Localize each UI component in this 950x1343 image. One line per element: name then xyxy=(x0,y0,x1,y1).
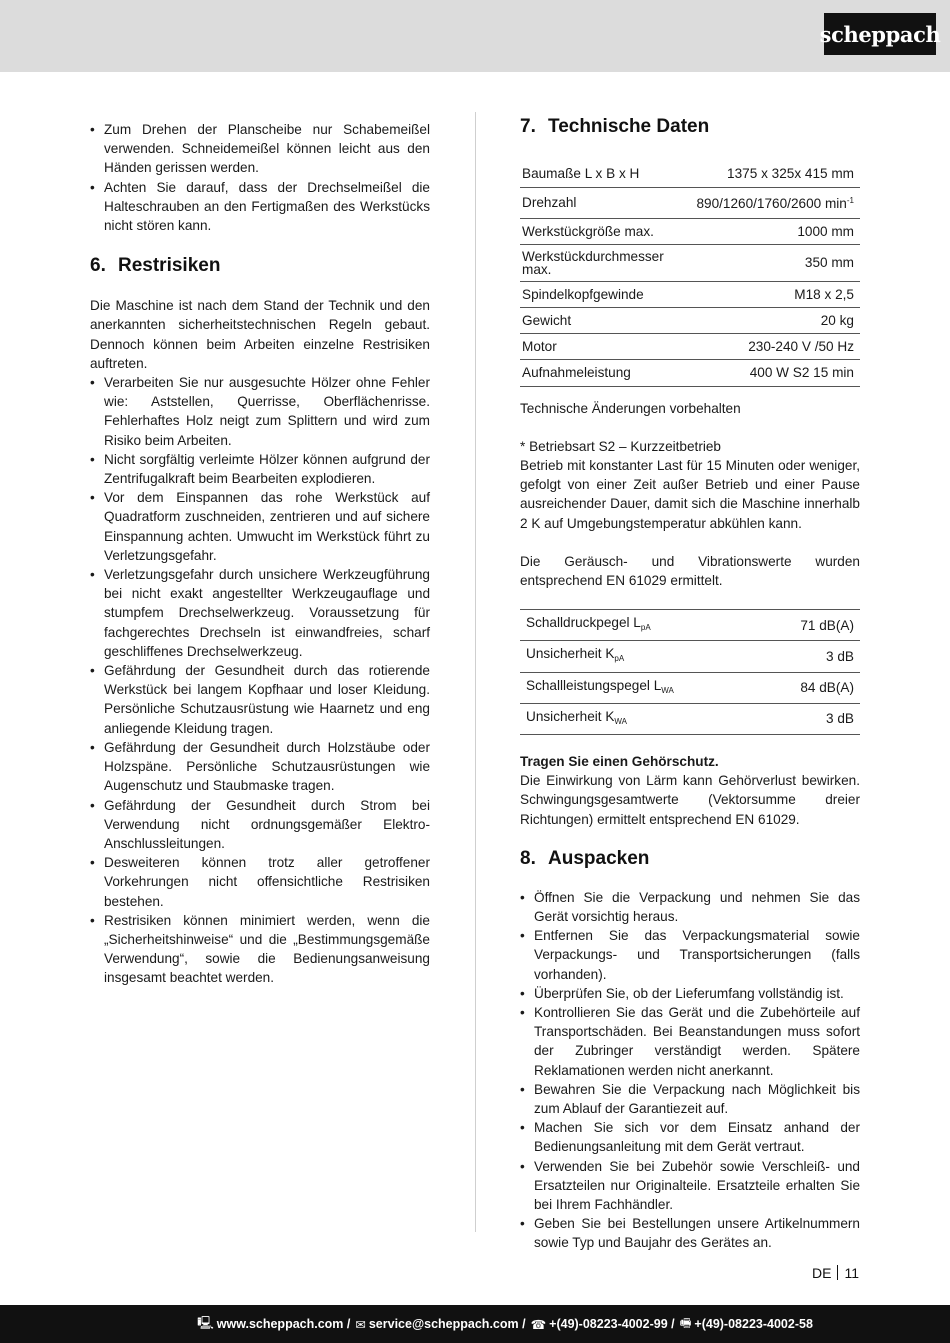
fax-icon: 🖷︎ xyxy=(679,1315,692,1330)
list-item: • Gefährdung der Gesundheit durch das rotierende Werkstück bei langem Kopfhaar und loser Kleidung. Persönliche Schutzausrüstung wie Haarnetz und eng anliegende Kleidung tragen. xyxy=(90,661,430,738)
list-item: • Geben Sie bei Bestellungen unsere Artikelnummern sowie Typ und Baujahr des Gerätes an. xyxy=(520,1214,860,1252)
noise-value: 3 dB xyxy=(761,641,860,672)
noise-label-sub: WA xyxy=(614,716,627,726)
section-title: Auspacken xyxy=(548,847,650,869)
footer-website[interactable]: www.scheppach.com / xyxy=(216,1317,351,1331)
s2-text: Betrieb mit konstanter Last für 15 Minuten oder weniger, gefolgt von einer Zeit außer Betrieb und einer Pause ausreichender Dauer, damit sich die Maschine innerhalb 2 K auf Umgebungstemperatur abkühlen kann. xyxy=(520,457,860,531)
table-row xyxy=(520,161,860,187)
changes-note: Technische Änderungen vorbehalten xyxy=(520,400,741,416)
section-number: 7. xyxy=(520,116,536,137)
spec-value: 350 mm xyxy=(690,244,860,281)
spec-table xyxy=(520,161,860,387)
section-number: 8. xyxy=(520,847,536,869)
brand-logo: scheppach xyxy=(824,13,936,55)
section-title: Technische Daten xyxy=(548,116,710,137)
computer-icon: 🖳︎ xyxy=(197,1315,214,1330)
spec-value: M18 x 2,5 xyxy=(690,281,860,307)
s2-title: * Betriebsart S2 – Kurzzeitbetrieb xyxy=(520,438,721,454)
phone-icon: ☎︎ xyxy=(530,1317,547,1332)
hearing-protection-text: Die Einwirkung von Lärm kann Gehörverlust bewirken. Schwingungsgesamtwerte (Vektorsumme dreier Richtungen) ermittelt entsprechend EN 61029. xyxy=(520,773,860,827)
page-number-value: 11 xyxy=(844,1265,859,1281)
spec-value: 1375 x 325x 415 mm xyxy=(690,161,860,187)
spec-value: 230-240 V /50 Hz xyxy=(690,334,860,360)
noise-label-text: Unsicherheit K xyxy=(526,646,615,662)
spec-label: Baumaße L x B x H xyxy=(520,161,690,187)
list-item: • Verletzungsgefahr durch unsichere Werkzeugführung bei nicht exakt angestellter Werkzeugauflage und stumpfem Drechselwerkzeug. Voraussetzung für fachgerechtes Drechseln ist einwandfreies, scharf geschliffenes Drechselwerkzeug. xyxy=(90,565,430,661)
table-row xyxy=(520,218,860,244)
noise-label-sub: pA xyxy=(640,623,651,633)
list-item: • Bewahren Sie die Verpackung nach Möglichkeit bis zum Ablauf der Garantiezeit auf. xyxy=(520,1080,860,1118)
noise-table xyxy=(520,609,860,735)
list-item: • Öffnen Sie die Verpackung und nehmen Sie das Gerät vorsichtig heraus. xyxy=(520,888,860,926)
noise-value: 3 dB xyxy=(761,703,860,734)
noise-label xyxy=(520,610,761,641)
section-heading-technische-daten xyxy=(520,115,860,139)
spec-label: Gewicht xyxy=(520,307,690,333)
table-row xyxy=(520,187,860,218)
mail-icon: ✉︎ xyxy=(355,1317,366,1332)
auspacken-bullet-list xyxy=(520,888,860,1253)
restrisiken-bullet-list xyxy=(90,373,430,988)
list-item: • Machen Sie sich vor dem Einsatz anhand der Bedienungsanleitung mit dem Gerät vertraut. xyxy=(520,1118,860,1156)
table-row xyxy=(520,307,860,333)
noise-label-text: Schallleistungspegel L xyxy=(526,677,662,693)
header-bar xyxy=(0,0,950,72)
noise-label-sub: WA xyxy=(661,685,674,695)
noise-label xyxy=(520,672,761,703)
noise-value: 84 dB(A) xyxy=(761,672,860,703)
noise-label-sub: pA xyxy=(614,654,625,664)
footer-phone: +(49)-08223-4002-99 / xyxy=(549,1317,675,1331)
intro-bullet-list xyxy=(90,120,430,235)
footer-fax: +(49)-08223-4002-58 xyxy=(694,1317,813,1331)
table-row xyxy=(520,672,860,703)
page-number xyxy=(812,1265,859,1281)
spec-value xyxy=(690,187,860,218)
section-title: Restrisiken xyxy=(118,255,221,277)
list-item: • Entfernen Sie das Verpackungsmaterial sowie Verpackungs- und Transportsicherungen (falls vorhanden). xyxy=(520,926,860,984)
section-number: 6. xyxy=(90,255,106,277)
hearing-protection-title: Tragen Sie einen Gehörschutz. xyxy=(520,753,719,769)
right-column xyxy=(520,112,860,1253)
noise-label-text: Unsicherheit K xyxy=(526,708,615,724)
restrisiken-intro: Die Maschine ist nach dem Stand der Technik und den anerkannten sicherheitstechnischen Regeln gebaut. Dennoch können beim Arbeiten einzelne Restrisiken auftreten. xyxy=(90,298,430,371)
table-row xyxy=(520,703,860,734)
list-item: • Verwenden Sie bei Zubehör sowie Verschleiß- und Ersatzteilen nur Originalteile. Ersatzteile erhalten Sie bei Ihrem Fachhändler. xyxy=(520,1157,860,1215)
list-item: • Zum Drehen der Planscheibe nur Schabemeißel verwenden. Schneidemeißel können leicht aus den Händen gerissen werden. xyxy=(90,120,430,178)
table-row xyxy=(520,360,860,386)
noise-intro: Die Geräusch- und Vibrationswerte wurden entsprechend EN 61029 ermittelt. xyxy=(520,553,860,588)
list-item: • Verarbeiten Sie nur ausgesuchte Hölzer ohne Fehler wie: Aststellen, Querrisse, Oberflächenrisse. Fehlerhaftes Holz neigt zum Splittern und wird zum Risiko beim Arbeiten. xyxy=(90,373,430,450)
list-item: • Vor dem Einspannen das rohe Werkstück auf Quadratform zuschneiden, zentrieren und auf sichere Einspannung achten. Umwucht im Werkstück führt zu Verletzungsgefahr. xyxy=(90,488,430,565)
noise-label xyxy=(520,641,761,672)
section-heading-auspacken xyxy=(520,847,860,871)
list-item: • Restrisiken können minimiert werden, wenn die „Sicherheitshinweise“ und die „Bestimmungsgemäße Verwendung“, sowie die Bedienungsanweisung insgesamt beachtet werden. xyxy=(90,911,430,988)
spec-label: Spindelkopfgewinde xyxy=(520,281,690,307)
table-row xyxy=(520,641,860,672)
noise-value: 71 dB(A) xyxy=(761,610,860,641)
list-item: • Gefährdung der Gesundheit durch Holzstäube oder Holzspäne. Persönliche Schutzausrüstungen wie Augenschutz und Staubmaske tragen. xyxy=(90,738,430,796)
left-column xyxy=(90,112,430,988)
list-item: • Kontrollieren Sie das Gerät und die Zubehörteile auf Transportschäden. Bei Beanstandungen muss sofort der Zubringer verständigt werden. Spätere Reklamationen werden nicht anerkannt. xyxy=(520,1003,860,1080)
spec-label: Drehzahl xyxy=(520,187,690,218)
table-row xyxy=(520,334,860,360)
table-row xyxy=(520,610,860,641)
spec-label: Aufnahmeleistung xyxy=(520,360,690,386)
spec-value: 1000 mm xyxy=(690,218,860,244)
spec-value-text: 890/1260/1760/2600 min xyxy=(696,196,847,212)
list-item: • Gefährdung der Gesundheit durch Strom bei Verwendung nicht ordnungsgemäßer Elektro-Anschlussleitungen. xyxy=(90,796,430,854)
spec-label: Werkstückgröße max. xyxy=(520,218,690,244)
footer-email[interactable]: service@scheppach.com / xyxy=(368,1317,526,1331)
page-number-divider xyxy=(837,1265,838,1280)
spec-label: Werkstückdurchmesser max. xyxy=(520,244,690,281)
list-item: • Desweiteren können trotz aller getroffener Vorkehrungen nicht offensichtliche Restrisiken bestehen. xyxy=(90,853,430,911)
noise-label-text: Schalldruckpegel L xyxy=(526,615,641,631)
page-language: DE xyxy=(812,1265,832,1281)
spec-value: 20 kg xyxy=(690,307,860,333)
list-item: • Überprüfen Sie, ob der Lieferumfang vollständig ist. xyxy=(520,984,860,1003)
spec-label: Motor xyxy=(520,334,690,360)
noise-label xyxy=(520,703,761,734)
spec-value: 400 W S2 15 min xyxy=(690,360,860,386)
list-item: • Nicht sorgfältig verleimte Hölzer können aufgrund der Zentrifugalkraft beim Bearbeiten explodieren. xyxy=(90,450,430,488)
spec-value-sup: -1 xyxy=(846,196,854,206)
footer-bar xyxy=(0,1305,950,1343)
list-item: • Achten Sie darauf, dass der Drechselmeißel die Halteschrauben an den Fertigmaßen des Werkstücks nicht stören kann. xyxy=(90,178,430,236)
section-heading-restrisiken xyxy=(90,254,430,278)
column-divider xyxy=(475,112,476,1232)
table-row xyxy=(520,244,860,281)
table-row xyxy=(520,281,860,307)
